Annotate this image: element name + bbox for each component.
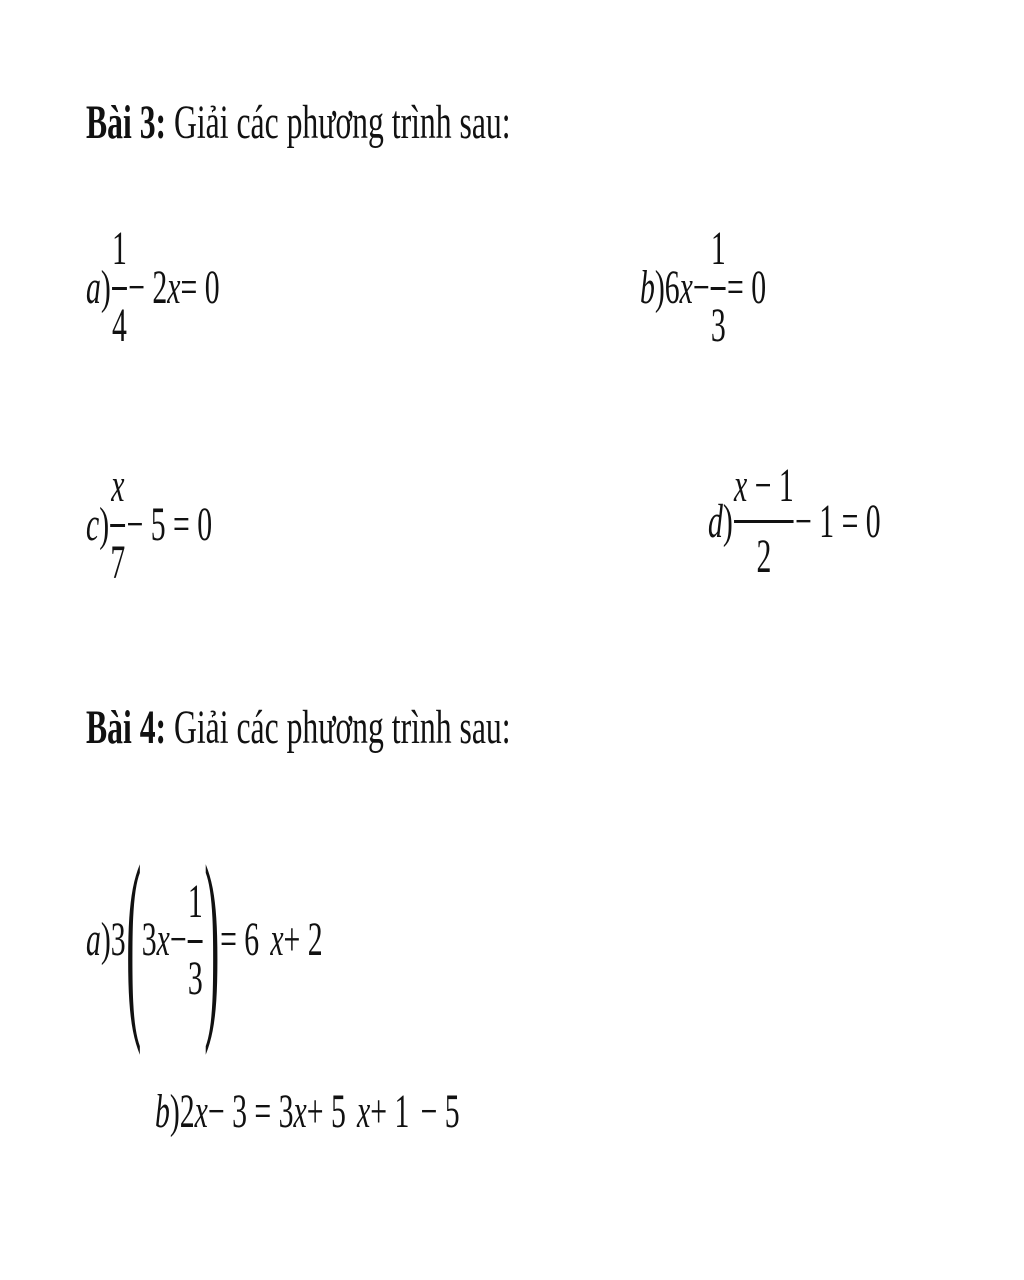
exercise-4-heading <box>86 700 511 756</box>
fraction-x-minus-1-over-2: $\frac{x - 1}{2}$ <box>734 459 794 583</box>
equation-3a: a ) $\frac{1}{4}$ − 2 x = 0 <box>86 222 220 352</box>
fraction-x-over-7: $\frac{x}{7}$ <box>110 459 126 589</box>
exercise-3-title: Giải các phương trình sau: <box>166 96 511 149</box>
right-paren: ) <box>204 824 220 1056</box>
exercise-4-title: Giải các phương trình sau: <box>166 701 511 754</box>
exercise-3-number: Bài 3: <box>86 96 167 149</box>
exercise-4-number: Bài 4: <box>86 701 167 754</box>
equation-4a: a ) 3 ( 3 x − $\frac{1}{3}$ ) = 6 x + 2 <box>86 824 323 1056</box>
equation-4b: b ) 2 x − 3 = 3 x + 5 x + 1 − 5 <box>155 1085 460 1138</box>
equation-4a-label: a <box>86 913 101 966</box>
left-paren: ( <box>126 824 142 1056</box>
equation-3b-label: b <box>640 260 655 314</box>
equation-3d: d ) $\frac{x - 1}{2}$ − 1 = 0 <box>708 459 881 583</box>
exercise-3-heading <box>86 95 511 151</box>
equation-4b-label: b <box>155 1085 170 1138</box>
equation-3c-label: c <box>86 497 100 551</box>
equation-3d-label: d <box>708 494 723 548</box>
equation-3c: c ) $\frac{x}{7}$ − 5 = 0 <box>86 459 213 589</box>
equation-3b: b ) 6 x − $\frac{1}{3}$ = 0 <box>640 222 767 352</box>
fraction-1-over-4: $\frac{1}{4}$ <box>112 222 127 352</box>
fraction-1-over-3: $\frac{1}{3}$ <box>187 874 203 1005</box>
fraction-1-over-3: $\frac{1}{3}$ <box>710 222 726 352</box>
equation-3a-label: a <box>86 260 101 314</box>
